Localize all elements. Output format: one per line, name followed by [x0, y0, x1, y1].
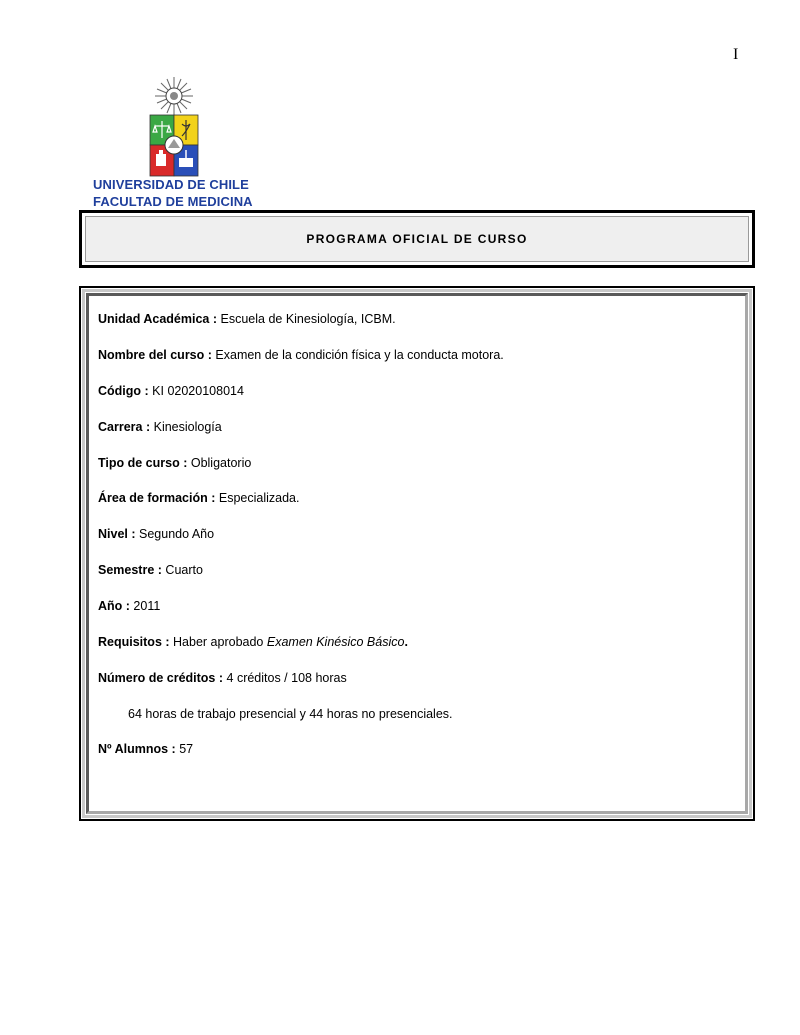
field-requisitos [98, 635, 408, 649]
area-label: Área de formación : [98, 491, 216, 505]
requisitos-label: Requisitos : [98, 635, 170, 649]
course-info-box [79, 286, 755, 821]
field-semestre [98, 563, 203, 577]
tipo-label: Tipo de curso : [98, 456, 188, 470]
anio-value: 2011 [133, 599, 161, 613]
field-unidad [98, 312, 396, 326]
requisitos-value-course: Examen Kinésico Básico [266, 635, 405, 649]
alumnos-label: Nº Alumnos : [98, 742, 176, 756]
page-title: PROGRAMA OFICIAL DE CURSO [306, 232, 528, 246]
codigo-label: Código : [98, 384, 149, 398]
horas-detail-text: 64 horas de trabajo presencial y 44 horas no presenciales. [128, 707, 453, 721]
nivel-value: Segundo Año [139, 527, 215, 541]
semestre-value: Cuarto [165, 563, 203, 577]
star-emblem [155, 77, 193, 115]
nombre-value: Examen de la condición física y la conducta motora. [215, 348, 504, 362]
field-codigo [98, 384, 244, 398]
unidad-value: Escuela de Kinesiología, ICBM. [220, 312, 396, 326]
requisitos-value-suffix: . [404, 635, 408, 649]
semestre-label: Semestre : [98, 563, 162, 577]
nivel-label: Nivel : [98, 527, 136, 541]
field-area [98, 491, 299, 505]
carrera-label: Carrera : [98, 420, 151, 434]
creditos-label: Número de créditos : [98, 671, 224, 685]
carrera-value: Kinesiología [153, 420, 222, 434]
field-tipo [98, 456, 251, 470]
page-number: I [733, 46, 739, 63]
alumnos-value: 57 [179, 742, 194, 756]
university-crest-logo [148, 76, 200, 180]
field-horas-detail [128, 707, 453, 721]
field-nivel [98, 527, 214, 541]
field-anio [98, 599, 160, 613]
university-name: UNIVERSIDAD DE CHILE [93, 177, 249, 192]
creditos-value: 4 créditos / 108 horas [226, 671, 347, 685]
nombre-label: Nombre del curso : [98, 348, 212, 362]
title-box [79, 210, 755, 268]
area-value: Especializada. [218, 491, 300, 505]
codigo-value: KI 02020108014 [152, 384, 244, 398]
requisitos-value-prefix: Haber aprobado [173, 635, 264, 649]
field-nombre [98, 348, 504, 362]
faculty-name: FACULTAD DE MEDICINA [93, 194, 253, 209]
tipo-value: Obligatorio [190, 456, 252, 470]
field-carrera [98, 420, 222, 434]
institution-header [93, 176, 253, 210]
anio-label: Año : [98, 599, 130, 613]
field-creditos [98, 671, 347, 685]
unidad-label: Unidad Académica : [98, 312, 218, 326]
field-alumnos [98, 742, 193, 756]
